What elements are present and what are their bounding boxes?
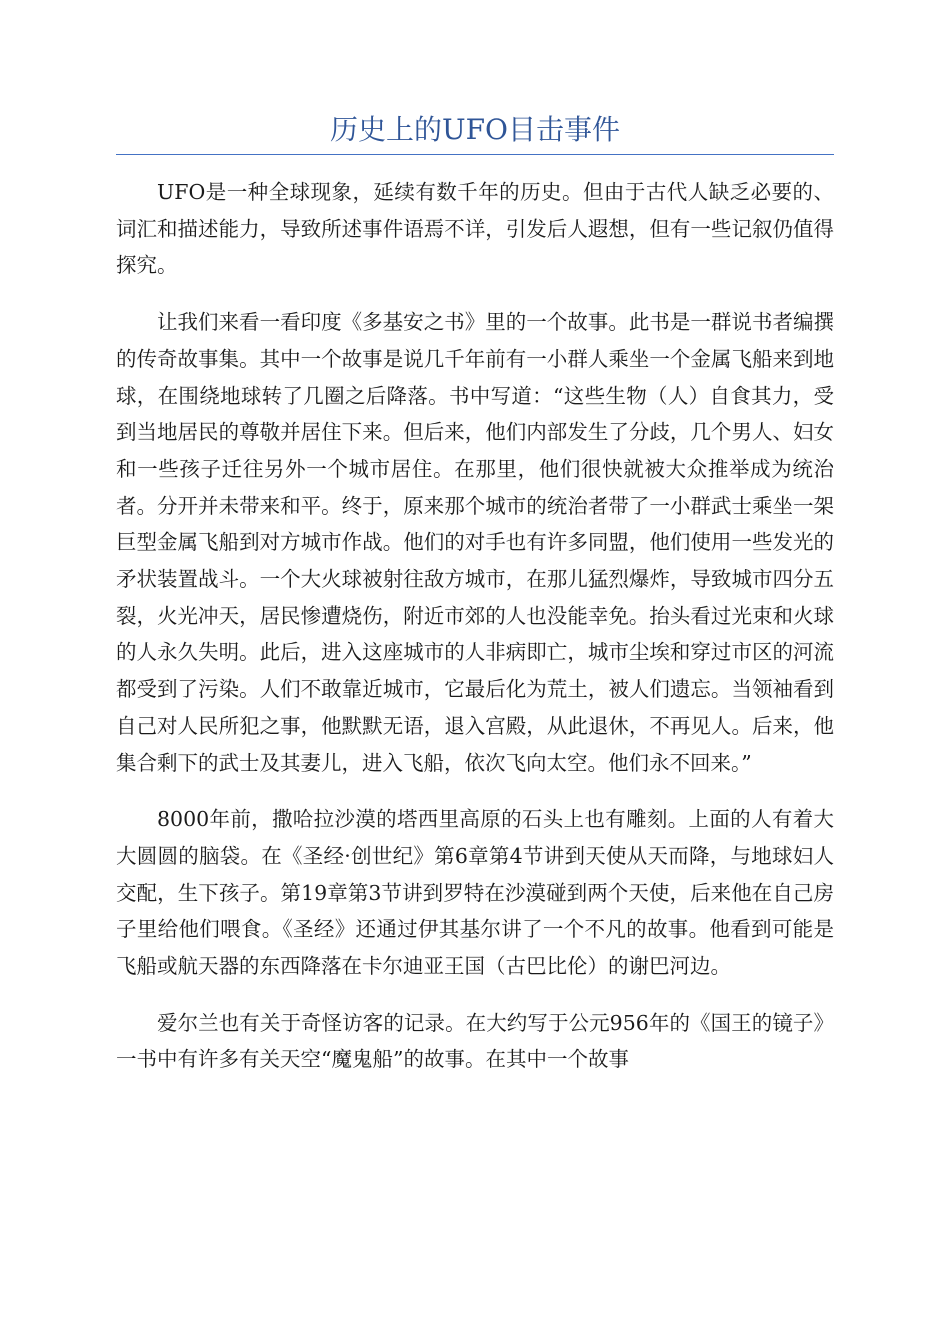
- paragraph-4: 爱尔兰也有关于奇怪访客的记录。在大约写于公元956年的《国王的镜子》一书中有许多有关天空“魔鬼船”的故事。在其中一个故事: [116, 1010, 834, 1072]
- paragraph-1: UFO是一种全球现象，延续有数千年的历史。但由于古代人缺乏必要的、词汇和描述能力，导致所述事件语焉不详，引发后人遐想，但有一些记叙仍值得探究。: [116, 180, 834, 278]
- paragraph-3: 8000年前，撒哈拉沙漠的塔西里高原的石头上也有雕刻。上面的人有着大大圆圆的脑袋。在《圣经·创世纪》第6章第4节讲到天使从天而降，与地球妇人交配，生下孩子。第19章第3节讲到罗特在沙漠碰到两个天使，后来他在自己房子里给他们喂食。《圣经》还通过伊其基尔讲了一个不凡的故事。他看到可能是飞船或航天器的东西降落在卡尔迪亚王国（古巴比伦）的谢巴河边。: [116, 807, 834, 979]
- title-underline: [116, 154, 834, 155]
- paragraph-2: 让我们来看一看印度《多基安之书》里的一个故事。此书是一群说书者编撰的传奇故事集。其中一个故事是说几千年前有一小群人乘坐一个金属飞船来到地球，在围绕地球转了几圈之后降落。书中写道：“这些生物（人）自食其力，受到当地居民的尊敬并居住下来。但后来，他们内部发生了分歧，几个男人、妇女和一些孩子迁往另外一个城市居住。在那里，他们很快就被大众推举成为统治者。分开并未带来和平。终于，原来那个城市的统治者带了一小群武士乘坐一架巨型金属飞船到对方城市作战。他们的对手也有许多同盟，他们使用一些发光的矛状装置战斗。一个大火球被射往敌方城市，在那儿猛烈爆炸，导致城市四分五裂，火光冲天，居民惨遭烧伤，附近市郊的人也没能幸免。抬头看过光束和火球的人永久失明。此后，进入这座城市的人非病即亡，城市尘埃和穿过市区的河流都受到了污染。人们不敢靠近城市，它最后化为荒土，被人们遗忘。当领袖看到自己对人民所犯之事，他默默无语，退入宫殿，从此退休，不再见人。后来，他集合剩下的武士及其妻儿，进入飞船，依次飞向太空。他们永不回来。”: [116, 310, 834, 775]
- page-title: 历史上的UFO目击事件: [330, 113, 620, 146]
- document-body: [116, 174, 834, 1098]
